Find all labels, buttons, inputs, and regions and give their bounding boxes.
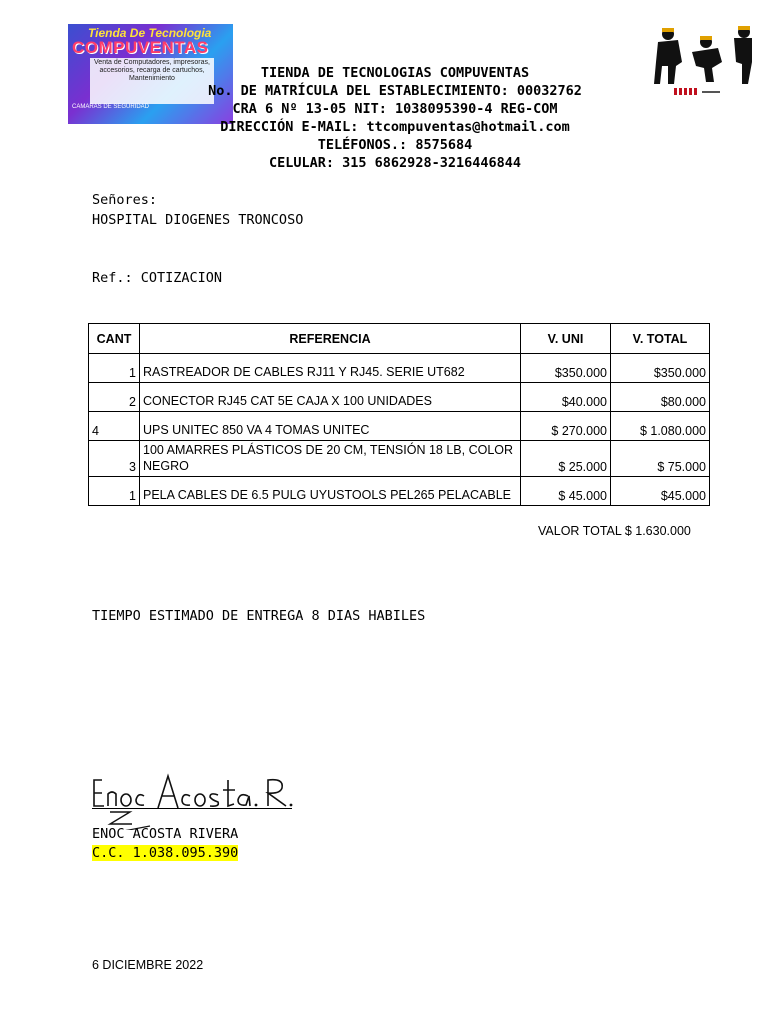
logo-services: Venta de Computadores, impresoras, accesorios, recarga de cartuchos, Mantenimiento bbox=[94, 59, 210, 82]
cell-total: $45.000 bbox=[611, 477, 710, 506]
signer-id bbox=[92, 845, 238, 861]
header-v-uni: V. UNI bbox=[521, 324, 611, 354]
logo-brand: COMPUVENTAS bbox=[72, 38, 209, 57]
table-row bbox=[89, 383, 710, 412]
workers-emblem-icon bbox=[648, 22, 758, 102]
header-v-total: V. TOTAL bbox=[611, 324, 710, 354]
logo-security: CAMARAS DE SEGURIDAD bbox=[72, 104, 150, 110]
cell-cant: 3 bbox=[89, 441, 140, 477]
cell-ref: CONECTOR RJ45 CAT 5E CAJA X 100 UNIDADES bbox=[140, 383, 521, 412]
cell-uni: $350.000 bbox=[521, 354, 611, 383]
reference-line: Ref.: COTIZACION bbox=[92, 270, 223, 286]
cell-cant: 1 bbox=[89, 354, 140, 383]
table-row bbox=[89, 412, 710, 441]
header-registration: No. DE MATRÍCULA DEL ESTABLECIMIENTO: 00032762 bbox=[208, 83, 582, 99]
header-referencia: REFERENCIA bbox=[140, 324, 521, 354]
recipient-name: HOSPITAL DIOGENES TRONCOSO bbox=[92, 212, 304, 228]
delivery-time: TIEMPO ESTIMADO DE ENTREGA 8 DIAS HABILES bbox=[92, 608, 426, 624]
salutation: Señores: bbox=[92, 192, 158, 208]
signer-name: ENOC ACOSTA RIVERA bbox=[92, 826, 239, 842]
header-phones: TELÉFONOS.: 8575684 bbox=[317, 137, 473, 153]
cell-ref: 100 AMARRES PLÁSTICOS DE 20 CM, TENSIÓN 18 LB, COLOR NEGRO bbox=[140, 441, 521, 477]
header-cant: CANT bbox=[89, 324, 140, 354]
cell-total: $80.000 bbox=[611, 383, 710, 412]
logo-tagline: Tienda De Tecnologia bbox=[88, 26, 212, 40]
cell-total: $350.000 bbox=[611, 354, 710, 383]
cell-cant: 1 bbox=[89, 477, 140, 506]
table-row bbox=[89, 477, 710, 506]
total-value: VALOR TOTAL $ 1.630.000 bbox=[538, 524, 691, 538]
signature-line bbox=[92, 808, 292, 809]
cell-uni: $40.000 bbox=[521, 383, 611, 412]
cell-cant: 2 bbox=[89, 383, 140, 412]
cell-ref: PELA CABLES DE 6.5 PULG UYUSTOOLS PEL265 PELACABLE bbox=[140, 477, 521, 506]
cell-uni: $ 270.000 bbox=[521, 412, 611, 441]
cell-uni: $ 45.000 bbox=[521, 477, 611, 506]
cell-total: $ 1.080.000 bbox=[611, 412, 710, 441]
header-mobile: CELULAR: 315 6862928-3216446844 bbox=[269, 155, 521, 171]
signature-drawing bbox=[88, 768, 308, 830]
cell-ref: RASTREADOR DE CABLES RJ11 Y RJ45. SERIE UT682 bbox=[140, 354, 521, 383]
quote-table bbox=[88, 323, 710, 506]
cell-uni: $ 25.000 bbox=[521, 441, 611, 477]
cell-ref: UPS UNITEC 850 VA 4 TOMAS UNITEC bbox=[140, 412, 521, 441]
signer-id-highlight: C.C. 1.038.095.390 bbox=[92, 845, 239, 861]
header-address: CRA 6 Nº 13-05 NIT: 1038095390-4 REG-COM bbox=[232, 101, 558, 117]
table-row bbox=[89, 441, 710, 477]
header-email: DIRECCIÓN E-MAIL: ttcompuventas@hotmail.com bbox=[220, 119, 570, 135]
table-row bbox=[89, 354, 710, 383]
cell-cant: 4 bbox=[89, 412, 140, 441]
header-store-name: TIENDA DE TECNOLOGIAS COMPUVENTAS bbox=[260, 65, 530, 81]
document-date: 6 DICIEMBRE 2022 bbox=[92, 958, 204, 972]
table-header-row bbox=[89, 324, 710, 354]
cell-total: $ 75.000 bbox=[611, 441, 710, 477]
